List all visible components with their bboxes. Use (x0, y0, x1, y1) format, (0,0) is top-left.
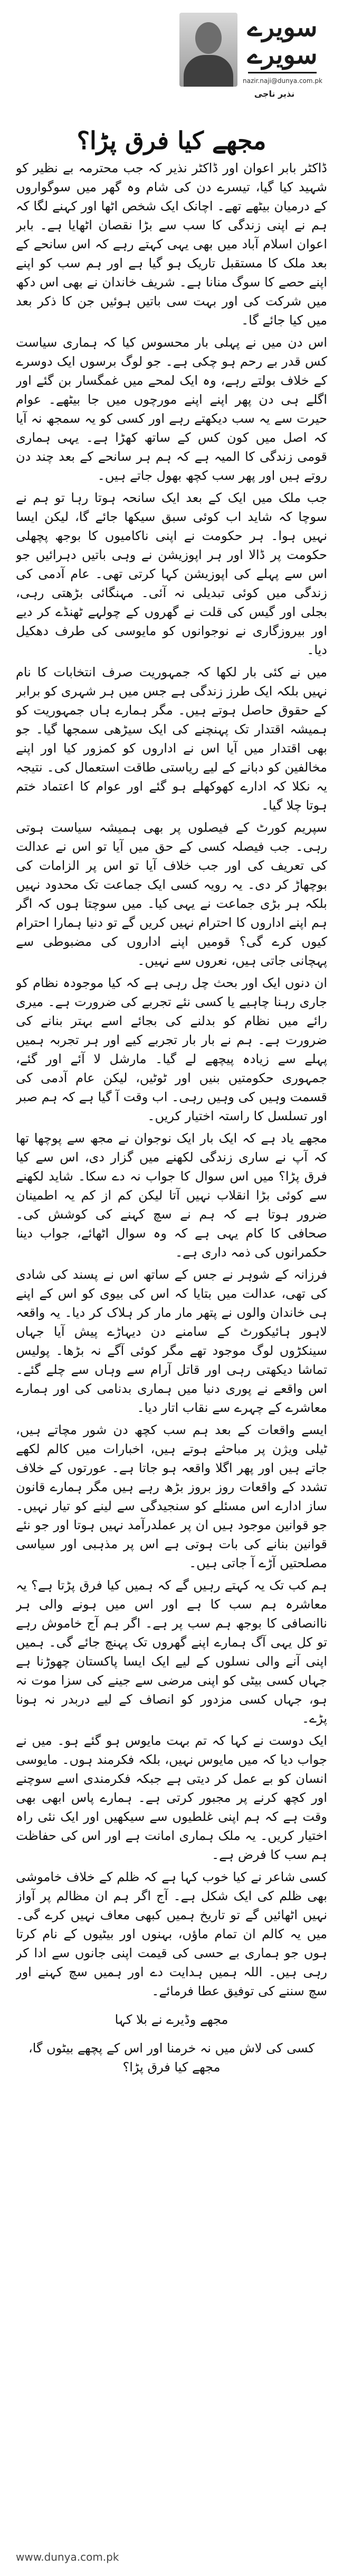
article-paragraph: جب ملک میں ایک کے بعد ایک سانحہ ہوتا رہا تو ہم نے سوچا کہ شاید اب کوئی سبق سیکھا جائے گا، لیکن ایسا نہیں ہوا۔ ہر حکومت نے اپنی ناکامیوں کا بوجھ پچھلی حکومت پر ڈالا اور ہر اپوزیشن نے وہی باتیں دہرائیں جو اس سے پہلے کی اپوزیشن کہا کرتی تھی۔ عام آدمی کی زندگی میں کوئی تبدیلی نہ آئی۔ مہنگائی بڑھتی رہی، بجلی اور گیس کی قلت نے گھروں کے چولہے ٹھنڈے کر دیے اور بیروزگاری نے نوجوانوں کو مایوسی کی طرف دھکیل دیا۔ (16, 490, 327, 657)
author-photo-head (195, 22, 222, 54)
author-name: نذیر ناجی (254, 89, 295, 99)
column-title: مجھے کیا فرق پڑا؟ (77, 126, 266, 155)
author-photo-shoulders (184, 55, 233, 87)
author-email[interactable]: nazir.naji@dunya.com.pk (243, 77, 322, 85)
closing-verse-line: کسی کی لاش میں نہ خرمنا اور اس کے پچھے بیٹوں گا، مجھے کیا فرق پڑا؟ (28, 2041, 315, 2075)
author-photo (179, 13, 237, 87)
article-paragraph: ایسے واقعات کے بعد ہم سب کچھ دن شور مچاتے ہیں، ٹیلی ویژن پر مباحثے ہوتے ہیں، اخبارات میں کالم لکھے جاتے ہیں اور پھر اگلا واقعہ ہو جاتا ہے۔ عورتوں کے خلاف تشدد کے واقعات روز بروز بڑھ رہے ہیں مگر ہمارے قانون ساز ادارے اس مسئلے کو سنجیدگی سے لینے کو تیار نہیں۔ جو قوانین موجود ہیں ان پر عملدرآمد نہیں ہوتا اور جو نئے قوانین بنانے کی بات ہوتی ہے اس پر مذہبی اور سیاسی مصلحتیں آڑے آ جاتی ہیں۔ (16, 1422, 327, 1570)
article-paragraph: ڈاکٹر بابر اعوان اور ڈاکٹر نذیر کہ جب محترمہ بے نظیر کو شہید کیا گیا، تیسرے دن کی شام وہ گھر میں سوگواروں کے درمیان بیٹھے تھے۔ اچانک ایک شخص اٹھا اور کہنے لگا کہ ہم نے اپنی زندگی کا سب سے بڑا نقصان اٹھایا ہے۔ بابر اعوان اسلام آباد میں بھی یہی کہتے رہے کہ اس سانحے کے بعد ملک کا مستقبل تاریک ہو گیا ہے اور ہم سب کو اپنے اپنے حصے کا سوگ منانا ہے۔ شریف خاندان نے بھی اس دکھ میں شرکت کی اور بہت سی باتیں ہوئیں جن کا ذکر بعد میں کیا جائے گا۔ (16, 161, 327, 328)
column-header (21, 10, 322, 155)
article-paragraph: میں نے کئی بار لکھا کہ جمہوریت صرف انتخابات کا نام نہیں بلکہ ایک طرز زندگی ہے جس میں ہر شہری کو برابر کے حقوق حاصل ہوتے ہیں۔ مگر ہمارے ہاں جمہوریت کو ہمیشہ اقتدار تک پہنچنے کی ایک سیڑھی سمجھا گیا۔ جو بھی اقتدار میں آیا اس نے اداروں کو کمزور کیا اور اپنے مخالفین کو دبانے کے لیے ریاستی طاقت استعمال کی۔ نتیجہ یہ نکلا کہ ادارے کھوکھلے ہو گئے اور عوام کا اعتماد ختم ہوتا چلا گیا۔ (16, 665, 327, 813)
article-paragraph: ایک دوست نے کہا کہ تم بہت مایوس ہو گئے ہو۔ میں نے جواب دیا کہ میں مایوس نہیں، بلکہ فکرمند ہوں۔ مایوسی انسان کو بے عمل کر دیتی ہے جبکہ فکرمندی اسے سوچنے اور کچھ کرنے پر مجبور کرتی ہے۔ ہمارے پاس ابھی بھی وقت ہے کہ ہم اپنی غلطیوں سے سیکھیں اور ایک نئی راہ اختیار کریں۔ یہ ملک ہماری امانت ہے اور اس کی حفاظت ہم سب کا فرض ہے۔ (16, 1733, 327, 1862)
article-paragraph: ان دنوں ایک اور بحث چل رہی ہے کہ کیا موجودہ نظام کو جاری رہنا چاہیے یا کسی نئے تجربے کی ضرورت ہے۔ میری رائے میں نظام کو بدلنے کی بجائے اسے بہتر بنانے کی ضرورت ہے۔ ہم نے بار بار تجربے کیے اور ہر تجربہ ہمیں پہلے سے زیادہ پیچھے لے گیا۔ مارشل لا آئے اور گئے، جمہوری حکومتیں بنیں اور ٹوٹیں، لیکن عام آدمی کی قسمت وہیں کی وہیں رہی۔ اب وقت آ گیا ہے کہ ہم صبر اور تسلسل کا راستہ اختیار کریں۔ (16, 975, 327, 1123)
article-paragraph: مجھے یاد ہے کہ ایک بار ایک نوجوان نے مجھ سے پوچھا تھا کہ آپ نے ساری زندگی لکھنے میں گزار دی، اس سے کیا فرق پڑا؟ میں اس سوال کا جواب نہ دے سکا۔ شاید لکھنے سے کوئی بڑا انقلاب نہیں آتا لیکن کم از کم یہ اطمینان ضرور ہوتا ہے کہ ہم نے سچ کہنے کی کوشش کی۔ صحافی کا کام یہی ہے کہ وہ سوال اٹھائے، جواب دینا حکمرانوں کی ذمہ داری ہے۔ (16, 1131, 327, 1260)
article-paragraph: اس دن میں نے پہلی بار محسوس کیا کہ ہماری سیاست کس قدر بے رحم ہو چکی ہے۔ جو لوگ برسوں ایک دوسرے کے خلاف بولتے رہے، وہ ایک لمحے میں غمگسار بن گئے اور اگلے ہی دن پھر اپنے اپنے مورچوں میں جا بیٹھے۔ عوام حیرت سے یہ سب دیکھتے رہے اور کسی کو یہ سمجھ نہ آیا کہ اصل میں کون کس کے ساتھ کھڑا ہے۔ یہی ہماری قومی زندگی کا المیہ ہے کہ ہم ہر سانحے کے بعد چند دن روتے ہیں اور پھر سب کچھ بھول جاتے ہیں۔ (16, 335, 327, 483)
article-paragraph: سپریم کورٹ کے فیصلوں پر بھی ہمیشہ سیاست ہوتی رہی۔ جب فیصلہ کسی کے حق میں آیا تو اس نے عدالت کی تعریف کی اور جب خلاف آیا تو اس پر الزامات کی بوچھاڑ کر دی۔ یہ رویہ کسی ایک جماعت تک محدود نہیں بلکہ ہر بڑی جماعت نے یہی کیا۔ میں سوچتا ہوں کہ اگر ہم اپنے اداروں کا احترام نہیں کریں گے تو دنیا ہمارا احترام کیوں کرے گی؟ قومیں اپنے اداروں کی مضبوطی سے پہچانی جاتی ہیں، نعروں سے نہیں۔ (16, 820, 327, 968)
logo-underline (248, 72, 317, 73)
article-paragraph: ہم کب تک یہ کہتے رہیں گے کہ ہمیں کیا فرق پڑتا ہے؟ یہ معاشرہ ہم سب کا ہے اور اس میں ہونے والی ہر ناانصافی کا بوجھ ہم سب پر ہے۔ اگر ہم آج خاموش رہے تو کل یہی آگ ہمارے اپنے گھروں تک پہنچ جائے گی۔ ہمیں اپنی آنے والی نسلوں کے لیے ایک ایسا پاکستان چھوڑنا ہے جہاں کسی بیٹی کو اپنی مرضی سے جینے کی سزا موت نہ ہو، جہاں کسی مزدور کو انصاف کے لیے دربدر نہ ہونا پڑے۔ (16, 1578, 327, 1726)
article-paragraph: فرزانہ کے شوہر نے جس کے ساتھ اس نے پسند کی شادی کی تھی، عدالت میں بتایا کہ اس کی بیوی کو اس کے اپنے ہی خاندان والوں نے پتھر مار مار کر ہلاک کر دیا۔ یہ واقعہ لاہور ہائیکورٹ کے سامنے دن دیہاڑے پیش آیا جہاں سینکڑوں لوگ موجود تھے مگر کوئی آگے نہ بڑھا۔ پولیس تماشا دیکھتی رہی اور قاتل آرام سے وہاں سے چلے گئے۔ اس واقعے نے پوری دنیا میں ہماری بدنامی کی اور ہمارے معاشرے کے چہرے سے نقاب اتار دیا۔ (16, 1267, 327, 1415)
article-body (16, 159, 327, 2555)
footer-signature: www.dunya.com.pk (16, 2551, 119, 2563)
article-paragraph: کسی شاعر نے کیا خوب کہا ہے کہ ظلم کے خلاف خاموشی بھی ظلم کی ایک شکل ہے۔ آج اگر ہم ان مظالم پر آواز نہیں اٹھائیں گے تو تاریخ ہمیں کبھی معاف نہیں کرے گی۔ میں یہ کالم ان تمام ماؤں، بہنوں اور بیٹیوں کے نام کرتا ہوں جو ہماری بے حسی کی قیمت اپنی جانوں سے ادا کر رہی ہیں۔ اللہ ہمیں ہدایت دے اور ہمیں سچ کہنے اور سچ سننے کی توفیق عطا فرمائے۔ (16, 1870, 327, 1998)
column-name: سویرے سویرے (247, 13, 318, 70)
closing-verse-line: مجھے وڈیرے نے بلا کہا (115, 2012, 228, 2027)
